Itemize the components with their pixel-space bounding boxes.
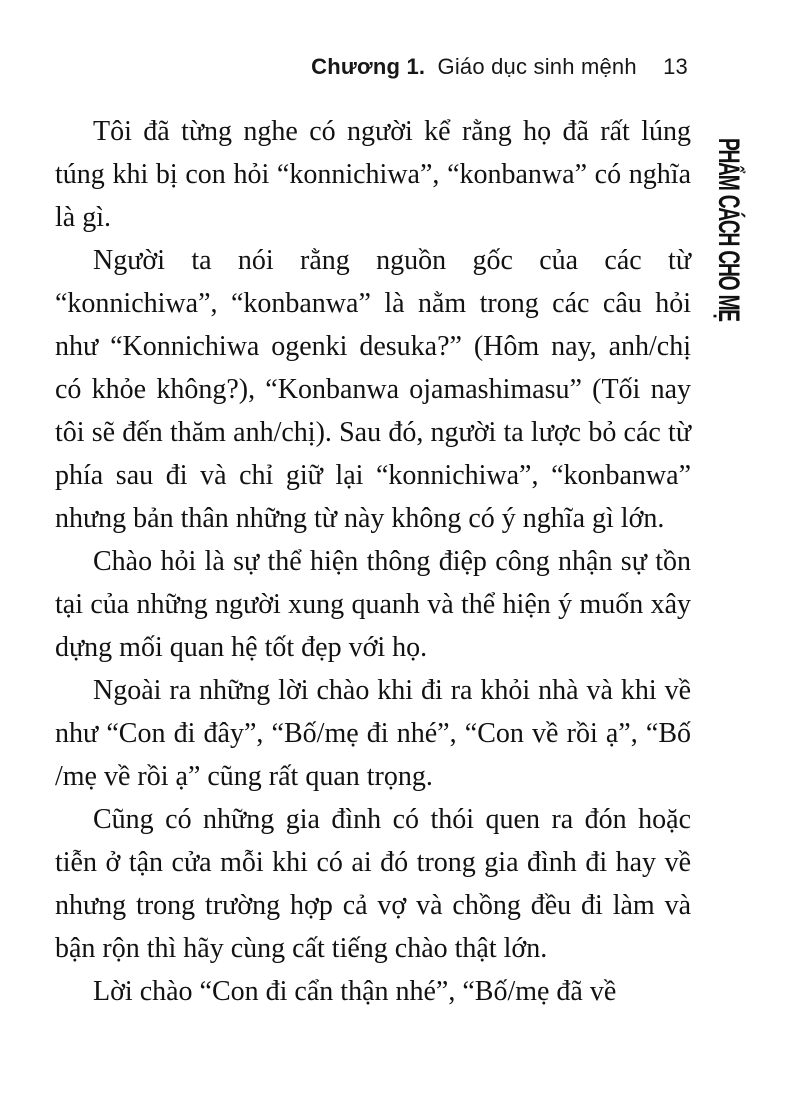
chapter-label: Chương 1. (311, 54, 426, 79)
body-paragraph: Chào hỏi là sự thể hiện thông điệp công nhận sự tồn tại của những người xung quanh và thể hiện ý muốn xây dựng mối quan hệ tốt đẹp với họ. (55, 546, 691, 663)
body-paragraph: Người ta nói rằng nguồn gốc của các từ “konnichiwa”, “konbanwa” là nằm trong các câu hỏi như “Konnichiwa ogenki desuka?” (Hôm nay, anh/chị có khỏe không?), “Konbanwa ojamashimasu” (Tối nay tôi sẽ đến thăm anh/chị). Sau đó, người ta lược bỏ các từ phía sau đi và chỉ giữ lại “konnichiwa”, “konbanwa” nhưng bản thân những từ này không có ý nghĩa gì lớn. (55, 245, 691, 534)
book-title-vertical: PHẨM CÁCH CHO MẸ (712, 138, 745, 321)
chapter-title: Giáo dục sinh mệnh (437, 54, 637, 79)
body-paragraph: Lời chào “Con đi cẩn thận nhé”, “Bố/mẹ đã về (93, 976, 617, 1007)
body-paragraph: Cũng có những gia đình có thói quen ra đón hoặc tiễn ở tận cửa mỗi khi có ai đó trong gia đình đi hay về nhưng trong trường hợp cả vợ và chồng đều đi làm và bận rộn thì hãy cùng cất tiếng chào thật lớn. (55, 804, 691, 964)
body-paragraph: Ngoài ra những lời chào khi đi ra khỏi nhà và khi về như “Con đi đây”, “Bố/mẹ đi nhé”, “Con về rồi ạ”, “Bố /mẹ về rồi ạ” cũng rất quan trọng. (55, 675, 691, 792)
page-body (55, 110, 691, 1013)
body-paragraph: Tôi đã từng nghe có người kể rằng họ đã rất lúng túng khi bị con hỏi “konnichiwa”, “konbanwa” có nghĩa là gì. (55, 116, 691, 233)
page-number: 13 (663, 54, 688, 79)
running-header (311, 54, 688, 80)
